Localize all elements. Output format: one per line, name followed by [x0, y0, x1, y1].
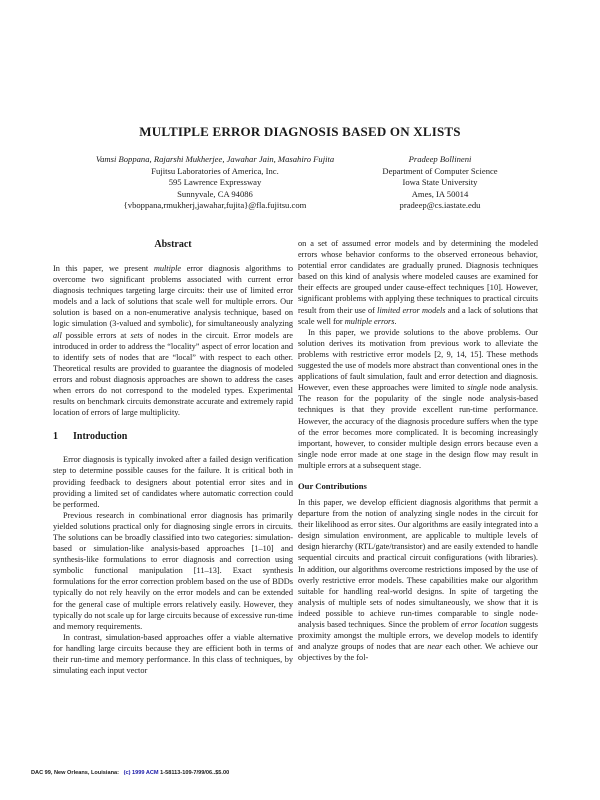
abstract-paragraph: In this paper, we present multiple error diagnosis algorithms to overcome two significant problems associated with current error diagnosis techniques targeting large circuits: their use of limited error models and a lack of solutions that scale well for multiple errors. Our solution is based on a non-enumerative analysis technique, based on logic simulation (3-valued and symbolic), for simultaneously analyzing all possible errors at sets of nodes in the circuit. Error models are introduced in order to address the “locality” aspect of error location and to identify sets of nodes that are “local” with respect to each other. Theoretical results are provided to guarantee the diagnosis of modeled errors and robust diagnosis approaches are shown to address the cases when errors do not correspond to the modeled types. Experimental results on benchmark circuits demonstrate accurate and extremely rapid location of errors of large multiplicity.	[53, 264, 293, 418]
intro-paragraph-2: Previous research in combinational error diagnosis has primarily yielded solutions practical only for diagnosing single errors in circuits. The solutions can be broadly classified into two categories: simulation-based or simulation-like analysis-based approaches [1–10] and synthesis-like formulations to error diagnosis and correction using symbolic functional manipulation [11–13]. Exact synthesis formulations for the error correction problem based on the use of BDDs typically do not rely heavily on the error models and can be extended for the general case of multiple errors relatively easily. However, they typically do not scale up for large circuits because of excessive run-time and memory requirements.	[53, 510, 293, 631]
footer-copyright-link[interactable]: (c) 1999 ACM	[123, 770, 159, 776]
right-paragraph-2: In this paper, we provide solutions to the above problems. Our solution derives its motivation from previous work to alleviate the problems with restrictive error models [2, 9, 14, 15]. These methods suggested the use of models more abstract than conventional ones in the applications of fault simulation, fault and error detection and diagnosis. However, even these approaches were limited to single node analysis. The reason for the popularity of the single node analysis-based techniques is that they provide excellent run-time performance. However, the accuracy of the diagnosis procedure suffers when the type of the error becomes more complicated. It is becoming increasingly important, however, to consider multiple design errors because even a single node error made at one stage in the design flow may result in multiple errors at a subsequent stage.	[298, 327, 538, 470]
author-name-iowa: Pradeep Bollineni	[408, 154, 472, 164]
page-footer	[31, 770, 229, 776]
email-fujitsu: {vboppana,rmukherj,jawahar,fujita}@fla.fujitsu.com	[123, 200, 307, 210]
intro-paragraph-3: In contrast, simulation-based approaches offer a viable alternative for handling large circuits because they are efficient both in terms of their run-time and memory performance. In this class of techniques, by simulating each input vector	[53, 632, 293, 676]
department-iowa: Department of Computer Science	[382, 165, 498, 176]
introduction-heading	[53, 431, 293, 443]
author-block-iowa	[355, 154, 525, 212]
section-number: 1	[53, 431, 58, 443]
author-block-fujitsu	[80, 154, 350, 212]
address-city-fujitsu: Sunnyvale, CA 94086	[177, 188, 253, 199]
intro-paragraph-1: Error diagnosis is typically invoked after a failed design verification step to determine possible causes for the failure. It is critical both in providing feedback to designers about potential error sites and in providing a limited set of candidates where automatic correction could be performed.	[53, 455, 293, 509]
contributions-paragraph: In this paper, we develop efficient diagnosis algorithms that permit a departure from the notion of analyzing single nodes in the circuit for their likelihood as error sites. Our algorithms are easily integrated into a design simulation environment, are applicable to multiple levels of design hierarchy (RTL/gate/transistor) and are easily extended to handle sequential circuits and practical circuit configurations (with libraries). In addition, our algorithms overcome restrictions imposed by the use of overly restrictive error models. These capabilities make our algorithm suitable for handling real-world designs. In spite of targeting the analysis of multiple sets of nodes simultaneously, we show that it is indeed possible to achieve run-times comparable to single node-analysis based techniques. Since the problem of error location suggests proximity amongst the multiple errors, we develop models to identify and analyze groups of nodes that are near each other. We achieve our objectives by the fol-	[298, 497, 539, 663]
footer-isbn: 1-58113-109-7/99/06..$5.00	[160, 770, 230, 776]
right-column	[298, 238, 538, 663]
section-title: Introduction	[73, 431, 128, 443]
abstract-heading: Abstract	[154, 239, 192, 250]
left-column	[53, 238, 293, 676]
affiliation-fujitsu: Fujitsu Laboratories of America, Inc.	[151, 165, 279, 176]
university-iowa: Iowa State University	[402, 177, 478, 187]
address-street-fujitsu: 595 Lawrence Expressway	[168, 177, 262, 187]
email-iowa: pradeep@cs.iastate.edu	[399, 200, 481, 210]
contributions-heading: Our Contributions	[298, 480, 367, 491]
paper-title: MULTIPLE ERROR DIAGNOSIS BASED ON XLISTS	[139, 124, 461, 139]
author-names-fujitsu: Vamsi Boppana, Rajarshi Mukherjee, Jawahar Jain, Masahiro Fujita	[95, 154, 335, 164]
right-paragraph-1: on a set of assumed error models and by determining the modeled errors whose behavior conforms to the observed erroneous behavior, potential error candidates are gradually pruned. Diagnosis techniques based on this kind of analysis where modeled causes are examined for their effects are grouped under cause-effect techniques [10]. However, significant problems with applying these techniques to practical circuits result from their use of limited error models and a lack of solutions that scale well for multiple errors.	[298, 239, 538, 326]
address-city-iowa: Ames, IA 50014	[411, 188, 469, 199]
footer-conference: DAC 99, New Orleans, Louisiana:	[31, 770, 119, 776]
